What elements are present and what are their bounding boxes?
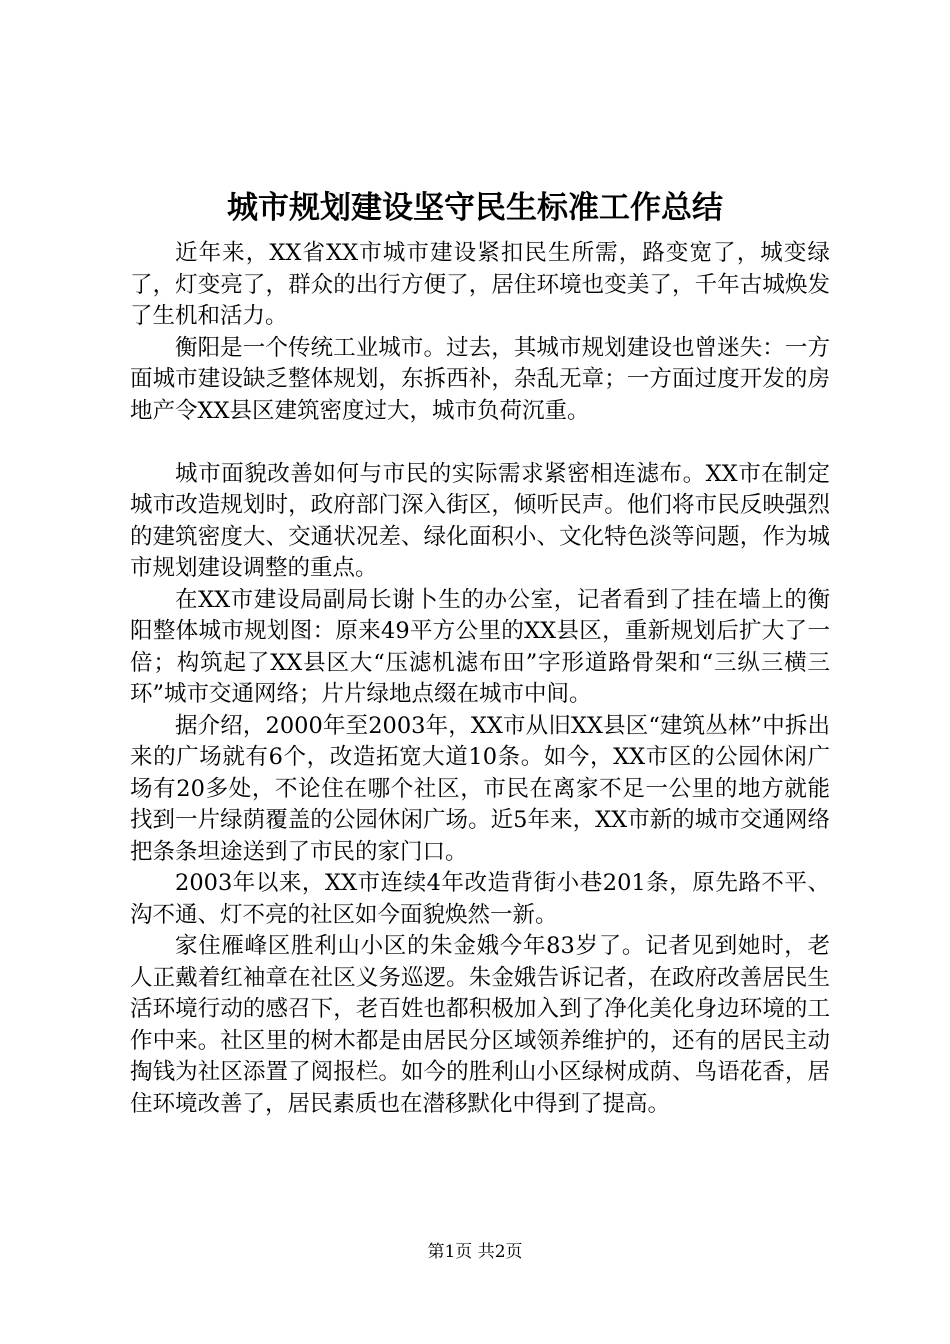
paragraph-planning-map: 在XX市建设局副局长谢卜生的办公室，记者看到了挂在墙上的衡阳整体城市规划图：原来49平方公里的XX县区，重新规划后扩大了一倍；构筑起了XX县区大“压滤机滤布田”字形道路骨架和“三纵三横三环”城市交通网络；片片绿地点缀在城市中间。 [130,586,830,707]
paragraph-intro: 近年来，XX省XX市城市建设紧扣民生所需，路变宽了，城变绿了，灯变亮了，群众的出行方便了，居住环境也变美了，千年古城焕发了生机和活力。 [130,240,830,329]
document-body [130,238,830,1120]
paragraph-squares: 据介绍，2000年至2003年，XX市从旧XX县区“建筑丛林”中拆出来的广场就有6个，改造拓宽大道10条。如今，XX市区的公园休闲广场有20多处，不论住在哪个社区，市民在离家不足一公里的地方就能找到一片绿荫覆盖的公园休闲广场。近5年来，XX市新的城市交通网络把条条坦途送到了市民的家门口。 [130,712,830,865]
paragraph-improvement: 城市面貌改善如何与市民的实际需求紧密相连滤布。XX市在制定城市改造规划时，政府部门深入街区，倾听民声。他们将市民反映强烈的建筑密度大、交通状况差、绿化面积小、文化特色淡等问题，作为城市规划建设调整的重点。 [130,460,830,581]
paragraph-community: 家住雁峰区胜利山小区的朱金娥今年83岁了。记者见到她时，老人正戴着红袖章在社区义务巡逻。朱金娥告诉记者，在政府改善居民生活环境行动的感召下，老百姓也都积极加入到了净化美化身边环境的工作中来。社区里的树木都是由居民分区域领养维护的，还有的居民主动掏钱为社区添置了阅报栏。如今的胜利山小区绿树成荫、鸟语花香，居住环境改善了，居民素质也在潜移默化中得到了提高。 [130,933,830,1117]
paragraph-hengyang: 衡阳是一个传统工业城市。过去，其城市规划建设也曾迷失：一方面城市建设缺乏整体规划，东拆西补，杂乱无章；一方面过度开发的房地产令XX县区建筑密度过大，城市负荷沉重。 [130,334,830,424]
paragraph-alleys: 2003年以来，XX市连续4年改造背街小巷201条，原先路不平、沟不通、灯不亮的社区如今面貌焕然一新。 [130,870,830,928]
document-title: 城市规划建设坚守民生标准工作总结 [227,190,723,226]
page-footer: 第1页 共2页 [427,1242,523,1262]
